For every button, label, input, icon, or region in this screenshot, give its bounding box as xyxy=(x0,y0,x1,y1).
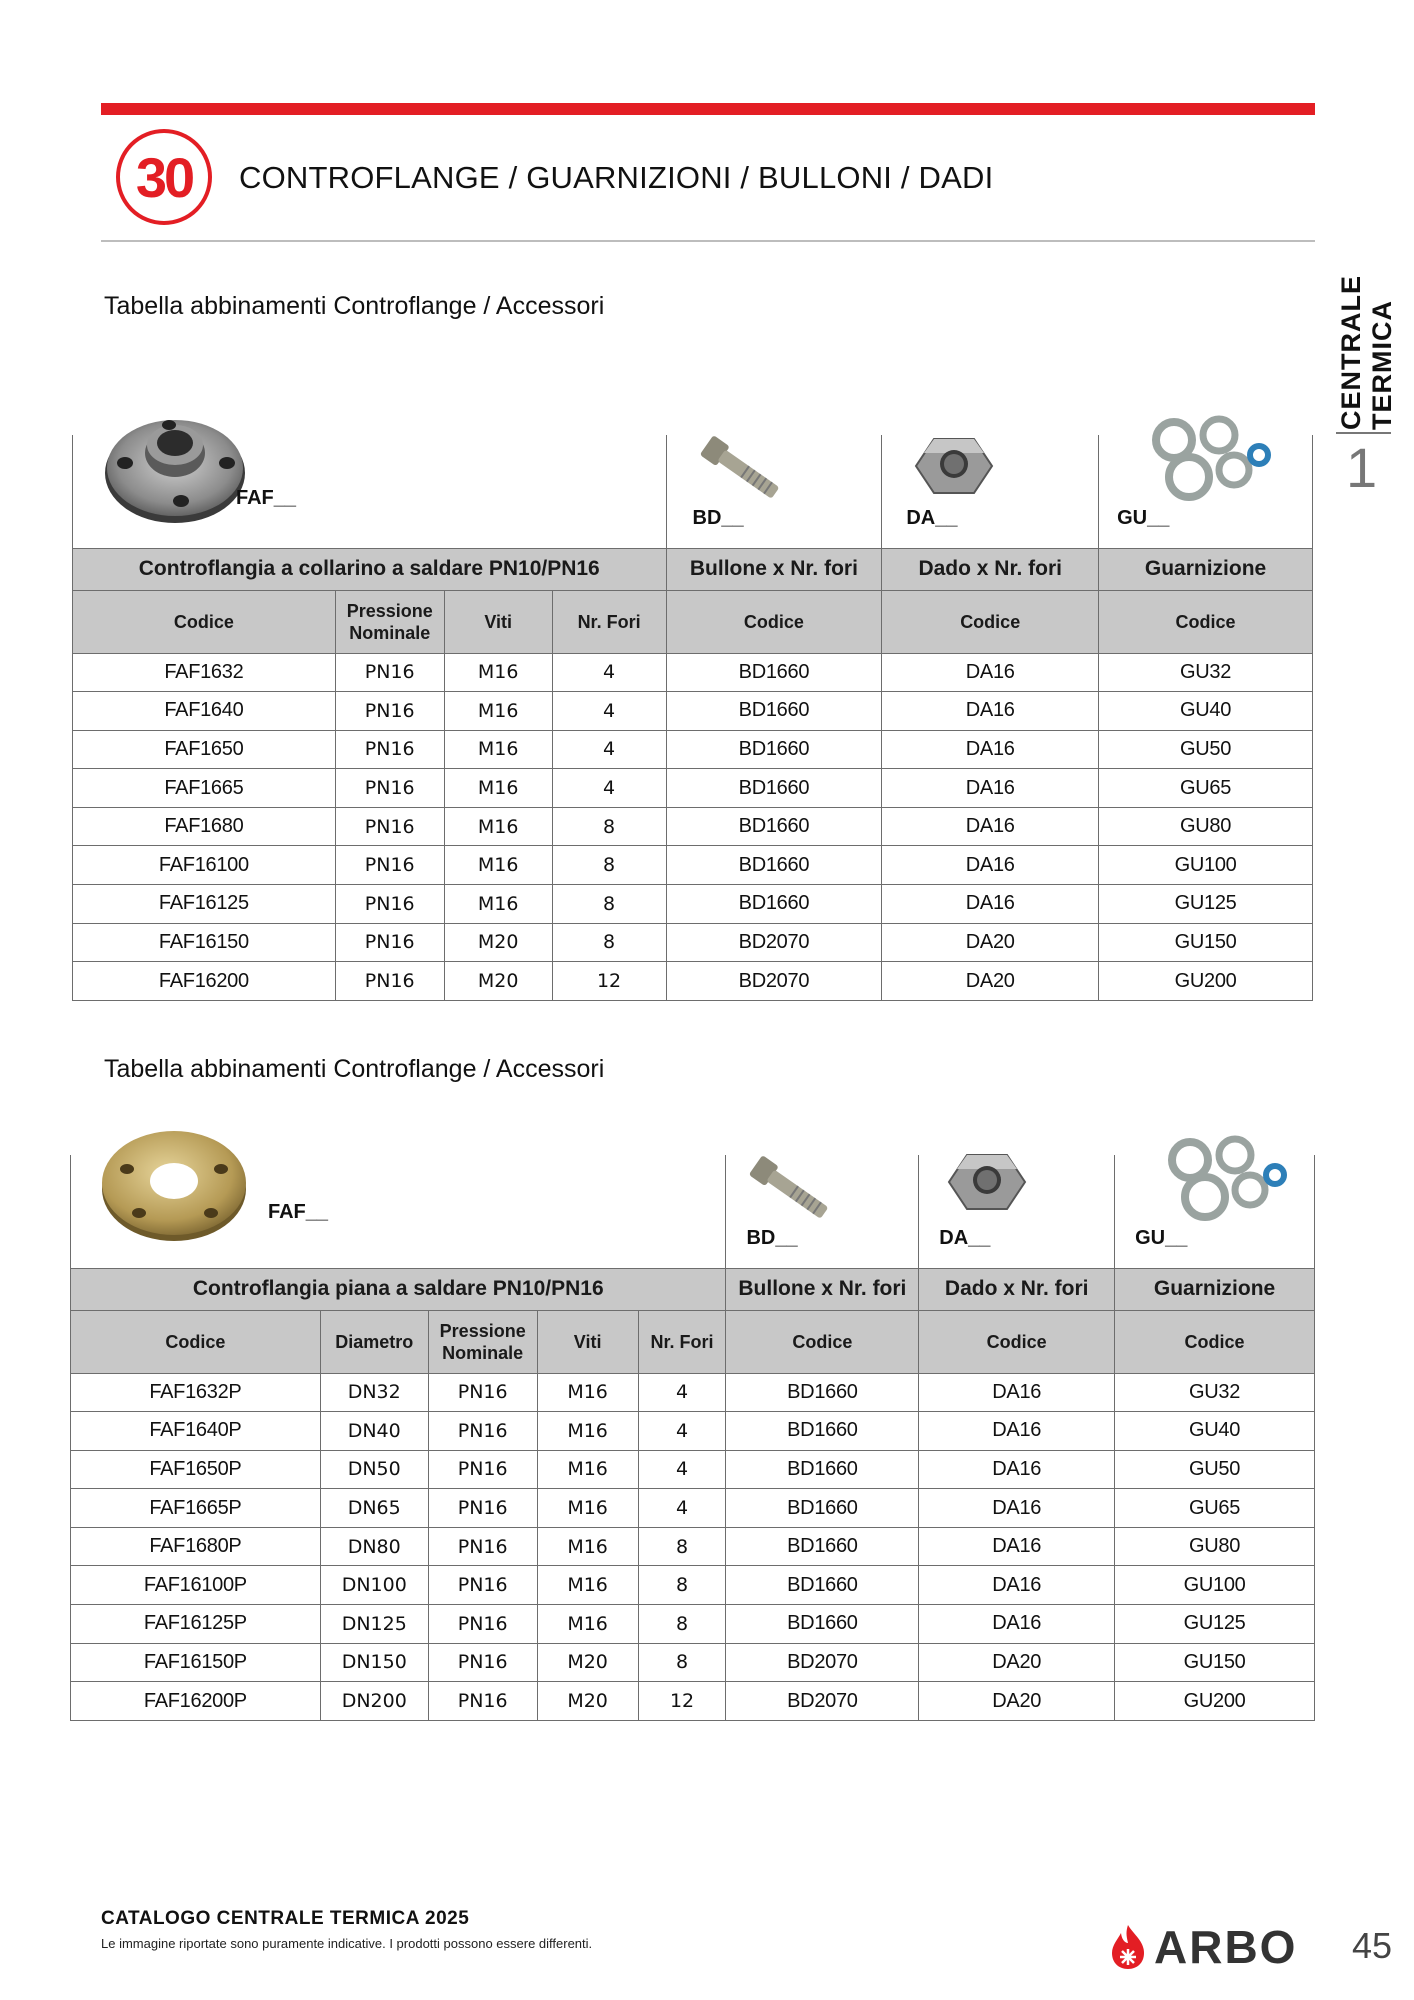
table1-caption: Tabella abbinamenti Controflange / Accessori xyxy=(104,292,605,320)
table-cell: GU200 xyxy=(1099,962,1313,1001)
table-cell: BD2070 xyxy=(666,962,882,1001)
table-cell: GU32 xyxy=(1099,653,1313,692)
col-header: Codice xyxy=(73,590,336,653)
table1-column-header xyxy=(73,590,1313,653)
table-cell: M16 xyxy=(537,1373,638,1412)
table-cell: FAF1680P xyxy=(71,1527,321,1566)
table-cell: PN16 xyxy=(335,962,444,1001)
table-cell: 4 xyxy=(552,692,666,731)
table-cell: FAF16150 xyxy=(73,923,336,962)
table-cell: GU50 xyxy=(1099,730,1313,769)
col-header: Nr. Fori xyxy=(552,590,666,653)
table-cell: FAF1640 xyxy=(73,692,336,731)
table-cell: M16 xyxy=(444,692,552,731)
table-cell: 8 xyxy=(638,1605,726,1644)
table-cell: DA16 xyxy=(919,1373,1115,1412)
table-cell: 8 xyxy=(638,1643,726,1682)
table-row xyxy=(71,1566,1315,1605)
col-header: Codice xyxy=(726,1310,919,1373)
table-cell: DA16 xyxy=(919,1412,1115,1451)
table-row xyxy=(71,1450,1315,1489)
table-cell: 4 xyxy=(638,1450,726,1489)
table-cell: M16 xyxy=(537,1489,638,1528)
table-cell: DA16 xyxy=(882,692,1099,731)
table-cell: 8 xyxy=(552,923,666,962)
table-cell: DA20 xyxy=(882,962,1099,1001)
table-cell: DA16 xyxy=(882,730,1099,769)
col-header: Codice xyxy=(1099,590,1313,653)
disclaimer: Le immagine riportate sono puramente indicative. I prodotti possono essere differenti. xyxy=(101,1936,593,1951)
table-cell: DA16 xyxy=(882,846,1099,885)
brand-name: ARBO xyxy=(1154,1921,1298,1973)
group-nut: Dado x Nr. fori xyxy=(882,548,1099,590)
table-cell: BD1660 xyxy=(666,692,882,731)
table-row xyxy=(71,1373,1315,1412)
table-cell: 4 xyxy=(638,1373,726,1412)
bolt-icon xyxy=(740,1149,840,1229)
table-cell: 4 xyxy=(552,769,666,808)
table-cell: FAF1632P xyxy=(71,1373,321,1412)
table-cell: FAF16100P xyxy=(71,1566,321,1605)
table-cell: 8 xyxy=(552,807,666,846)
table-cell: BD2070 xyxy=(666,923,882,962)
table-cell: 12 xyxy=(638,1682,726,1721)
col-header: Diametro xyxy=(320,1310,428,1373)
section-number-badge: 30 xyxy=(116,129,212,225)
weld-neck-flange-icon xyxy=(103,411,248,527)
table-cell: GU150 xyxy=(1115,1643,1315,1682)
table-cell: BD1660 xyxy=(726,1373,919,1412)
gasket-rings-icon xyxy=(1165,1135,1295,1225)
table-cell: GU40 xyxy=(1099,692,1313,731)
table-cell: BD1660 xyxy=(726,1489,919,1528)
table-cell: 8 xyxy=(552,885,666,924)
table-cell: DN125 xyxy=(320,1605,428,1644)
group-gasket: Guarnizione xyxy=(1099,548,1313,590)
table-cell: PN16 xyxy=(428,1605,537,1644)
flame-logo-icon xyxy=(1108,1923,1148,1971)
gasket-label: GU__ xyxy=(1117,507,1170,529)
table-cell: PN16 xyxy=(428,1527,537,1566)
nut-icon xyxy=(914,431,994,501)
table-cell: DN50 xyxy=(320,1450,428,1489)
table-cell: PN16 xyxy=(428,1566,537,1605)
table-cell: GU80 xyxy=(1115,1527,1315,1566)
col-header: Codice xyxy=(1115,1310,1315,1373)
table-cell: 8 xyxy=(552,846,666,885)
flange-label: FAF__ xyxy=(268,1201,329,1223)
table-cell: BD1660 xyxy=(666,653,882,692)
table-row xyxy=(71,1682,1315,1721)
table-cell: PN16 xyxy=(335,730,444,769)
table-cell: M16 xyxy=(537,1605,638,1644)
nut-label: DA__ xyxy=(906,507,958,529)
table-cell: FAF1650P xyxy=(71,1450,321,1489)
col-header: Codice xyxy=(919,1310,1115,1373)
table-cell: BD1660 xyxy=(726,1412,919,1451)
nut-icon xyxy=(947,1147,1027,1217)
table-cell: PN16 xyxy=(428,1682,537,1721)
table-cell: BD1660 xyxy=(666,769,882,808)
table-cell: BD2070 xyxy=(726,1643,919,1682)
table-row xyxy=(73,962,1313,1001)
bolt-label: BD__ xyxy=(692,507,744,529)
table-cell: DN100 xyxy=(320,1566,428,1605)
table-cell: DA20 xyxy=(919,1643,1115,1682)
table-row xyxy=(71,1643,1315,1682)
table-cell: DN200 xyxy=(320,1682,428,1721)
table-row xyxy=(73,923,1313,962)
nut-label: DA__ xyxy=(939,1227,991,1249)
table-cell: FAF1650 xyxy=(73,730,336,769)
table-cell: BD1660 xyxy=(666,807,882,846)
table-row xyxy=(71,1605,1315,1644)
table-cell: 8 xyxy=(638,1566,726,1605)
table-cell: PN16 xyxy=(335,807,444,846)
col-header: Viti xyxy=(444,590,552,653)
table-cell: PN16 xyxy=(428,1643,537,1682)
table-cell: DA16 xyxy=(882,807,1099,846)
table-cell: DN80 xyxy=(320,1527,428,1566)
flange-label: FAF__ xyxy=(236,487,297,509)
table-cell: DN40 xyxy=(320,1412,428,1451)
table-cell: DA16 xyxy=(882,653,1099,692)
table-cell: M20 xyxy=(537,1682,638,1721)
table-cell: DN150 xyxy=(320,1643,428,1682)
table-cell: DA16 xyxy=(919,1566,1115,1605)
table-cell: DN65 xyxy=(320,1489,428,1528)
gasket-image-cell xyxy=(1099,435,1313,548)
table-cell: GU150 xyxy=(1099,923,1313,962)
table-cell: M16 xyxy=(444,653,552,692)
flange-image-cell xyxy=(71,1155,726,1268)
table-row xyxy=(71,1412,1315,1451)
title-divider xyxy=(101,240,1315,242)
table-cell: DA16 xyxy=(919,1527,1115,1566)
nut-image-cell xyxy=(919,1155,1115,1268)
table-cell: DA20 xyxy=(882,923,1099,962)
table-cell: BD1660 xyxy=(666,730,882,769)
table-cell: DA20 xyxy=(919,1682,1115,1721)
table-cell: PN16 xyxy=(335,769,444,808)
table-cell: M16 xyxy=(444,885,552,924)
table-cell: GU125 xyxy=(1099,885,1313,924)
table-cell: DA16 xyxy=(919,1605,1115,1644)
bolt-image-cell xyxy=(666,435,882,548)
table-cell: BD2070 xyxy=(726,1682,919,1721)
table2-body xyxy=(71,1373,1315,1720)
table-cell: PN16 xyxy=(428,1489,537,1528)
flat-flange-icon xyxy=(99,1125,249,1245)
table-cell: GU200 xyxy=(1115,1682,1315,1721)
table-cell: FAF16200P xyxy=(71,1682,321,1721)
table-cell: PN16 xyxy=(335,653,444,692)
table-cell: BD1660 xyxy=(666,885,882,924)
table-cell: GU80 xyxy=(1099,807,1313,846)
table-cell: GU100 xyxy=(1099,846,1313,885)
table2-column-header xyxy=(71,1310,1315,1373)
table-cell: GU50 xyxy=(1115,1450,1315,1489)
col-header: Codice xyxy=(666,590,882,653)
table1-image-row xyxy=(73,435,1313,548)
table-cell: M16 xyxy=(537,1527,638,1566)
table-cell: FAF1640P xyxy=(71,1412,321,1451)
table-cell: M20 xyxy=(444,923,552,962)
table-row xyxy=(73,653,1313,692)
bolt-icon xyxy=(691,429,791,509)
col-header: Pressione Nominale xyxy=(428,1310,537,1373)
table-cell: FAF16100 xyxy=(73,846,336,885)
table-cell: 12 xyxy=(552,962,666,1001)
table-cell: FAF16125 xyxy=(73,885,336,924)
table2 xyxy=(70,1155,1315,1721)
table-row xyxy=(73,769,1313,808)
brand-logo xyxy=(1108,1920,1297,1974)
col-header: Pressione Nominale xyxy=(335,590,444,653)
table1-group-header xyxy=(73,548,1313,590)
col-header: Codice xyxy=(882,590,1099,653)
group-gasket: Guarnizione xyxy=(1115,1268,1315,1310)
table-cell: DA16 xyxy=(919,1489,1115,1528)
table-cell: M16 xyxy=(537,1412,638,1451)
table-cell: M20 xyxy=(537,1643,638,1682)
table-cell: FAF16125P xyxy=(71,1605,321,1644)
table-cell: PN16 xyxy=(335,692,444,731)
group-nut: Dado x Nr. fori xyxy=(919,1268,1115,1310)
bolt-image-cell xyxy=(726,1155,919,1268)
table2-image-row xyxy=(71,1155,1315,1268)
catalog-title: CATALOGO CENTRALE TERMICA 2025 xyxy=(101,1908,470,1929)
group-flange: Controflangia piana a saldare PN10/PN16 xyxy=(71,1268,726,1310)
table-cell: GU65 xyxy=(1099,769,1313,808)
table-row xyxy=(71,1527,1315,1566)
table-cell: PN16 xyxy=(335,923,444,962)
table1 xyxy=(72,435,1313,1001)
col-header: Nr. Fori xyxy=(638,1310,726,1373)
page-number: 45 xyxy=(1352,1925,1393,1966)
table-cell: BD1660 xyxy=(726,1566,919,1605)
table-row xyxy=(73,692,1313,731)
group-bolt: Bullone x Nr. fori xyxy=(666,548,882,590)
table1-body xyxy=(73,653,1313,1000)
table-cell: GU125 xyxy=(1115,1605,1315,1644)
table-cell: GU100 xyxy=(1115,1566,1315,1605)
table-cell: GU65 xyxy=(1115,1489,1315,1528)
nut-image-cell xyxy=(882,435,1099,548)
group-flange: Controflangia a collarino a saldare PN10/PN16 xyxy=(73,548,667,590)
table-cell: 8 xyxy=(638,1527,726,1566)
table-row xyxy=(73,846,1313,885)
table-cell: 4 xyxy=(638,1489,726,1528)
table-cell: FAF1665 xyxy=(73,769,336,808)
sidebar-chapter-number: 1 xyxy=(1346,436,1378,499)
table-cell: PN16 xyxy=(335,885,444,924)
top-accent-bar xyxy=(101,103,1315,115)
table-cell: DA16 xyxy=(882,769,1099,808)
table2-caption: Tabella abbinamenti Controflange / Accessori xyxy=(104,1055,605,1083)
table-cell: PN16 xyxy=(428,1373,537,1412)
table-cell: GU40 xyxy=(1115,1412,1315,1451)
table-cell: FAF1665P xyxy=(71,1489,321,1528)
table-row xyxy=(73,807,1313,846)
table-cell: FAF1632 xyxy=(73,653,336,692)
table-cell: DA16 xyxy=(919,1450,1115,1489)
table-row xyxy=(73,885,1313,924)
table-cell: PN16 xyxy=(428,1412,537,1451)
table-cell: M20 xyxy=(444,962,552,1001)
table-cell: BD1660 xyxy=(726,1527,919,1566)
group-bolt: Bullone x Nr. fori xyxy=(726,1268,919,1310)
table-cell: 4 xyxy=(638,1412,726,1451)
table-cell: M16 xyxy=(444,730,552,769)
table-cell: M16 xyxy=(537,1450,638,1489)
page-title: CONTROFLANGE / GUARNIZIONI / BULLONI / DADI xyxy=(239,160,994,195)
table-cell: M16 xyxy=(537,1566,638,1605)
table-cell: FAF16200 xyxy=(73,962,336,1001)
table-cell: M16 xyxy=(444,807,552,846)
table-cell: BD1660 xyxy=(666,846,882,885)
table-row xyxy=(71,1489,1315,1528)
table-cell: DA16 xyxy=(882,885,1099,924)
flange-image-cell xyxy=(73,435,667,548)
bolt-label: BD__ xyxy=(746,1227,798,1249)
col-header: Codice xyxy=(71,1310,321,1373)
sidebar-divider xyxy=(1336,432,1391,434)
table-cell: M16 xyxy=(444,846,552,885)
table-cell: M16 xyxy=(444,769,552,808)
gasket-label: GU__ xyxy=(1135,1227,1188,1249)
table-cell: GU32 xyxy=(1115,1373,1315,1412)
table-cell: BD1660 xyxy=(726,1450,919,1489)
table-cell: PN16 xyxy=(428,1450,537,1489)
sidebar-category: CENTRALE TERMICA xyxy=(1336,275,1397,430)
col-header: Viti xyxy=(537,1310,638,1373)
table-cell: FAF16150P xyxy=(71,1643,321,1682)
table2-group-header xyxy=(71,1268,1315,1310)
table-cell: FAF1680 xyxy=(73,807,336,846)
table-cell: 4 xyxy=(552,653,666,692)
table-cell: DN32 xyxy=(320,1373,428,1412)
table-cell: 4 xyxy=(552,730,666,769)
gasket-rings-icon xyxy=(1149,415,1279,505)
table-cell: PN16 xyxy=(335,846,444,885)
table-cell: BD1660 xyxy=(726,1605,919,1644)
table-row xyxy=(73,730,1313,769)
gasket-image-cell xyxy=(1115,1155,1315,1268)
